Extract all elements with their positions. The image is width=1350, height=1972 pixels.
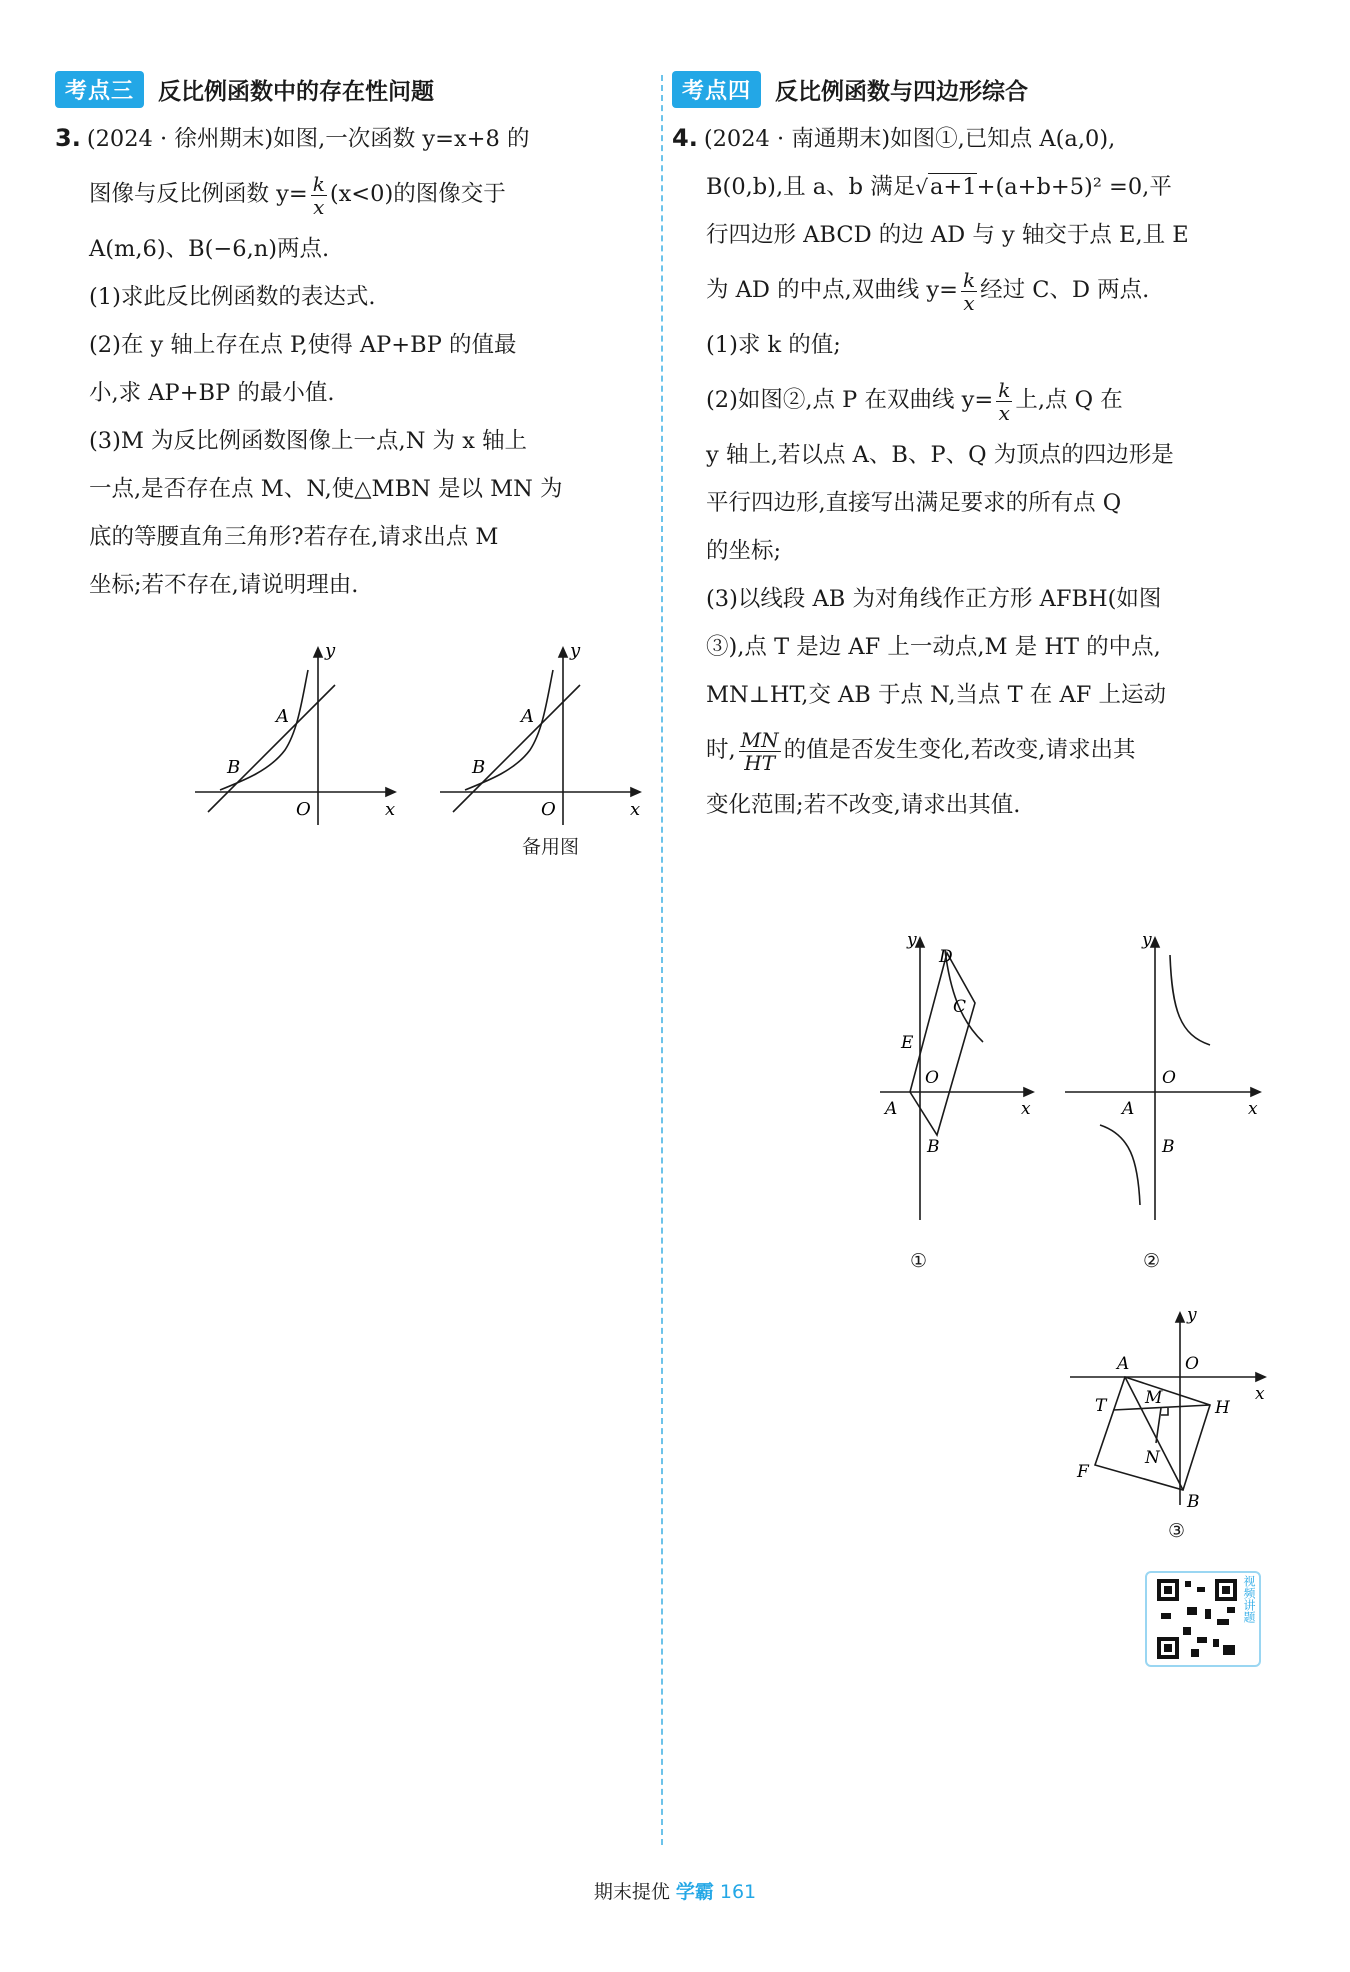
question-4-part-2: (2)如图②,点 P 在双曲线 y= $\frac{k}{x}$ 上,点 Q 在 bbox=[706, 377, 1123, 425]
column-divider bbox=[661, 75, 663, 1845]
question-3-line: 小,求 AP+BP 的最小值. bbox=[89, 380, 335, 406]
left-column bbox=[55, 70, 645, 609]
question-3-line: 图像与反比例函数 y= $\frac{k}{x}$ (x<0)的图像交于 bbox=[89, 171, 506, 219]
svg-text:O: O bbox=[541, 799, 556, 820]
qr-pattern-icon bbox=[1157, 1579, 1237, 1659]
section-title: 反比例函数中的存在性问题 bbox=[158, 78, 435, 105]
question-3-part-2: (2)在 y 轴上存在点 P,使得 AP+BP 的值最 bbox=[89, 332, 517, 358]
right-column bbox=[672, 70, 1272, 829]
figure-4-3-caption: ③ bbox=[1168, 1520, 1186, 1542]
question-4-line: 为 AD 的中点,双曲线 y= $\frac{k}{x}$ 经过 C、D 两点. bbox=[706, 267, 1150, 315]
question-4-line: 4. (2024 · 南通期末)如图①,已知点 A(a,0), bbox=[672, 124, 1116, 152]
svg-text:x: x bbox=[385, 799, 396, 820]
svg-text:y: y bbox=[1142, 930, 1152, 950]
figure-4-2-caption: ② bbox=[1143, 1250, 1161, 1272]
figure-4-2 bbox=[1060, 930, 1270, 1220]
svg-text:x: x bbox=[1021, 1099, 1031, 1119]
page-number: 161 bbox=[719, 1881, 757, 1903]
svg-text:C: C bbox=[953, 997, 967, 1017]
svg-text:H: H bbox=[1215, 1398, 1230, 1418]
question-4-line: B(0,b),且 a、b 满足√a+1+(a+b+5)² =0,平 bbox=[706, 174, 1172, 200]
svg-text:E: E bbox=[901, 1033, 914, 1053]
question-4-part-1: (1)求 k 的值; bbox=[706, 332, 841, 358]
fraction: $\frac{MN}{HT}$ bbox=[740, 727, 779, 775]
question-4-line: 平行四边形,直接写出满足要求的所有点 Q bbox=[706, 490, 1122, 516]
backup-figure-caption: 备用图 bbox=[522, 836, 580, 858]
question-3-line: 底的等腰直角三角形?若存在,请求出点 M bbox=[89, 524, 499, 550]
svg-text:B: B bbox=[1162, 1137, 1175, 1157]
svg-text:O: O bbox=[296, 799, 311, 820]
footer-brand: 学霸 bbox=[675, 1881, 714, 1903]
question-4-line: 时, $\frac{MN}{HT}$ 的值是否发生变化,若改变,请求出其 bbox=[706, 727, 1136, 775]
svg-text:A: A bbox=[1122, 1099, 1135, 1119]
question-3-line: 3. (2024 · 徐州期末)如图,一次函数 y=x+8 的 bbox=[55, 124, 530, 152]
question-4-line: 行四边形 ABCD 的边 AD 与 y 轴交于点 E,且 E bbox=[706, 222, 1189, 248]
sqrt-expression: a+1 bbox=[930, 174, 977, 200]
question-3-part-3: (3)M 为反比例函数图像上一点,N 为 x 轴上 bbox=[89, 428, 528, 454]
svg-text:y: y bbox=[1187, 1305, 1197, 1325]
svg-text:A: A bbox=[1117, 1354, 1130, 1374]
svg-text:F: F bbox=[1077, 1462, 1089, 1482]
question-4-line: y 轴上,若以点 A、B、P、Q 为顶点的四边形是 bbox=[706, 442, 1174, 468]
svg-text:O: O bbox=[1162, 1068, 1176, 1088]
fraction: $\frac{k}{x}$ bbox=[312, 171, 325, 219]
svg-text:A: A bbox=[276, 706, 289, 727]
section-title: 反比例函数与四边形综合 bbox=[775, 78, 1029, 105]
svg-text:B: B bbox=[227, 757, 241, 778]
question-3-line: 坐标;若不存在,请说明理由. bbox=[89, 572, 359, 598]
svg-text:x: x bbox=[630, 799, 641, 820]
question-4-part-3: (3)以线段 AB 为对角线作正方形 AFBH(如图 bbox=[706, 586, 1162, 612]
svg-text:O: O bbox=[925, 1068, 939, 1088]
page-footer bbox=[0, 1877, 1350, 1904]
svg-text:B: B bbox=[927, 1137, 940, 1157]
section-header-3 bbox=[55, 70, 645, 108]
svg-text:O: O bbox=[1185, 1354, 1199, 1374]
section-badge: 考点三 bbox=[55, 71, 144, 108]
question-3-line: 一点,是否存在点 M、N,使△MBN 是以 MN 为 bbox=[89, 476, 563, 502]
figure-4-3 bbox=[1065, 1305, 1275, 1515]
fraction: $\frac{k}{x}$ bbox=[998, 377, 1011, 425]
figure-4-1 bbox=[875, 930, 1045, 1220]
svg-text:y: y bbox=[570, 640, 581, 661]
question-4-line: MN⊥HT,交 AB 于点 N,当点 T 在 AF 上运动 bbox=[706, 682, 1166, 708]
svg-text:B: B bbox=[472, 757, 486, 778]
svg-text:N: N bbox=[1145, 1448, 1160, 1468]
question-3-part-1: (1)求此反比例函数的表达式. bbox=[89, 284, 376, 310]
section-header-4 bbox=[672, 70, 1272, 108]
figure-4-1-caption: ① bbox=[910, 1250, 928, 1272]
svg-text:y: y bbox=[325, 640, 336, 661]
svg-text:T: T bbox=[1095, 1396, 1107, 1416]
svg-text:A: A bbox=[885, 1099, 898, 1119]
qr-video-label: 视频讲题 bbox=[1242, 1575, 1256, 1623]
svg-text:x: x bbox=[1248, 1099, 1258, 1119]
svg-text:y: y bbox=[907, 930, 917, 950]
question-3-line: A(m,6)、B(−6,n)两点. bbox=[89, 236, 330, 262]
question-4-line: 变化范围;若不改变,请求出其值. bbox=[706, 792, 1021, 818]
svg-text:B: B bbox=[1187, 1492, 1200, 1512]
question-4-line: ③),点 T 是边 AF 上一动点,M 是 HT 的中点, bbox=[706, 634, 1161, 660]
section-badge: 考点四 bbox=[672, 71, 761, 108]
footer-book-title: 期末提优 bbox=[593, 1881, 670, 1903]
svg-text:M: M bbox=[1145, 1388, 1163, 1408]
question-number: 4. bbox=[672, 124, 698, 152]
figure-3-backup bbox=[435, 640, 650, 835]
svg-text:x: x bbox=[1255, 1384, 1265, 1404]
question-number: 3. bbox=[55, 124, 81, 152]
fraction: $\frac{k}{x}$ bbox=[962, 267, 976, 315]
figure-3-main bbox=[190, 640, 405, 835]
svg-text:D: D bbox=[939, 947, 953, 967]
svg-text:A: A bbox=[521, 706, 534, 727]
question-4-line: 的坐标; bbox=[706, 538, 782, 564]
